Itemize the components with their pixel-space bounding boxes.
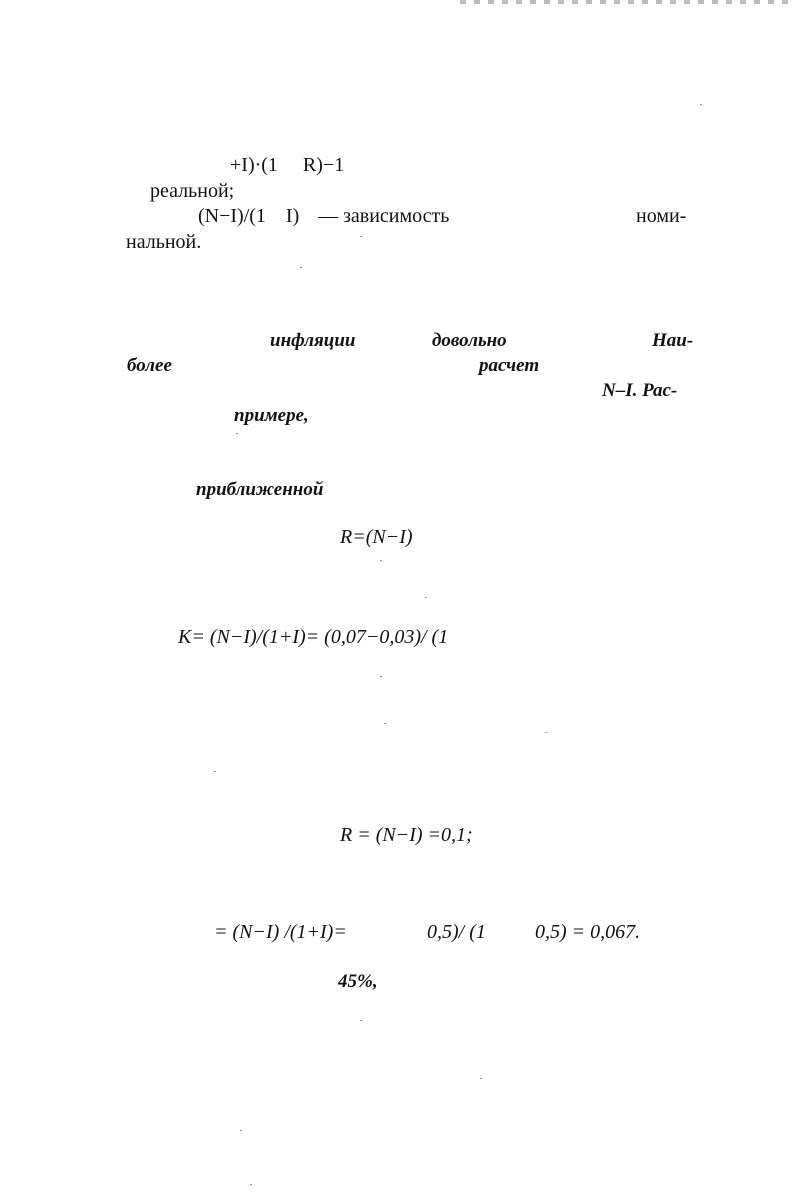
word-ras: N–I. Рас- (602, 380, 678, 401)
scan-speck (236, 433, 238, 434)
text-realnoy: реальной; (150, 180, 235, 202)
formula-eq-left: = (N−I) /(1+I)= (214, 921, 347, 943)
formula-line-real: +I)·(1 R)−1 (230, 154, 345, 176)
word-dovolno: довольно (432, 330, 507, 351)
formula-k-exact: K= (N−I)/(1+I)= (0,07−0,03)/ (1 (178, 626, 449, 648)
scan-speck (380, 676, 382, 677)
scan-speck (545, 732, 547, 733)
word-priblizhennoy: приближенной (196, 479, 324, 500)
formula-nominal: (N−I)/(1 I) (198, 205, 300, 227)
scan-speck (300, 267, 302, 268)
formula-eq-mid: 0,5)/ (1 (427, 921, 486, 943)
scan-speck (250, 1184, 252, 1185)
formula-eq-right: 0,5) = 0,067. (535, 921, 641, 943)
formula-r-approx: R=(N−I) (340, 526, 413, 548)
scan-speck (480, 1078, 482, 1079)
scan-speck (214, 771, 216, 772)
scan-speck (700, 104, 702, 105)
word-nai: Наи- (652, 330, 694, 351)
scan-edge-marks (460, 0, 790, 4)
scan-speck (384, 723, 386, 724)
scan-speck (425, 597, 427, 598)
word-bolee: более (127, 355, 172, 376)
word-raschet: расчет (479, 355, 540, 376)
formula-r-value: R = (N−I) =0,1; (340, 824, 473, 846)
word-primere: примере, (234, 405, 309, 426)
text-percent: 45%, (338, 971, 378, 992)
word-inflyatsii: инфляции (270, 330, 356, 351)
scan-speck (360, 1020, 362, 1021)
scan-speck (360, 236, 362, 237)
text-nomi: номи- (636, 205, 687, 227)
scan-speck (240, 1130, 242, 1131)
text-nalnoy: нальной. (126, 231, 202, 253)
scan-speck (380, 560, 382, 561)
text-zavisimost: — зависимость (318, 205, 450, 227)
